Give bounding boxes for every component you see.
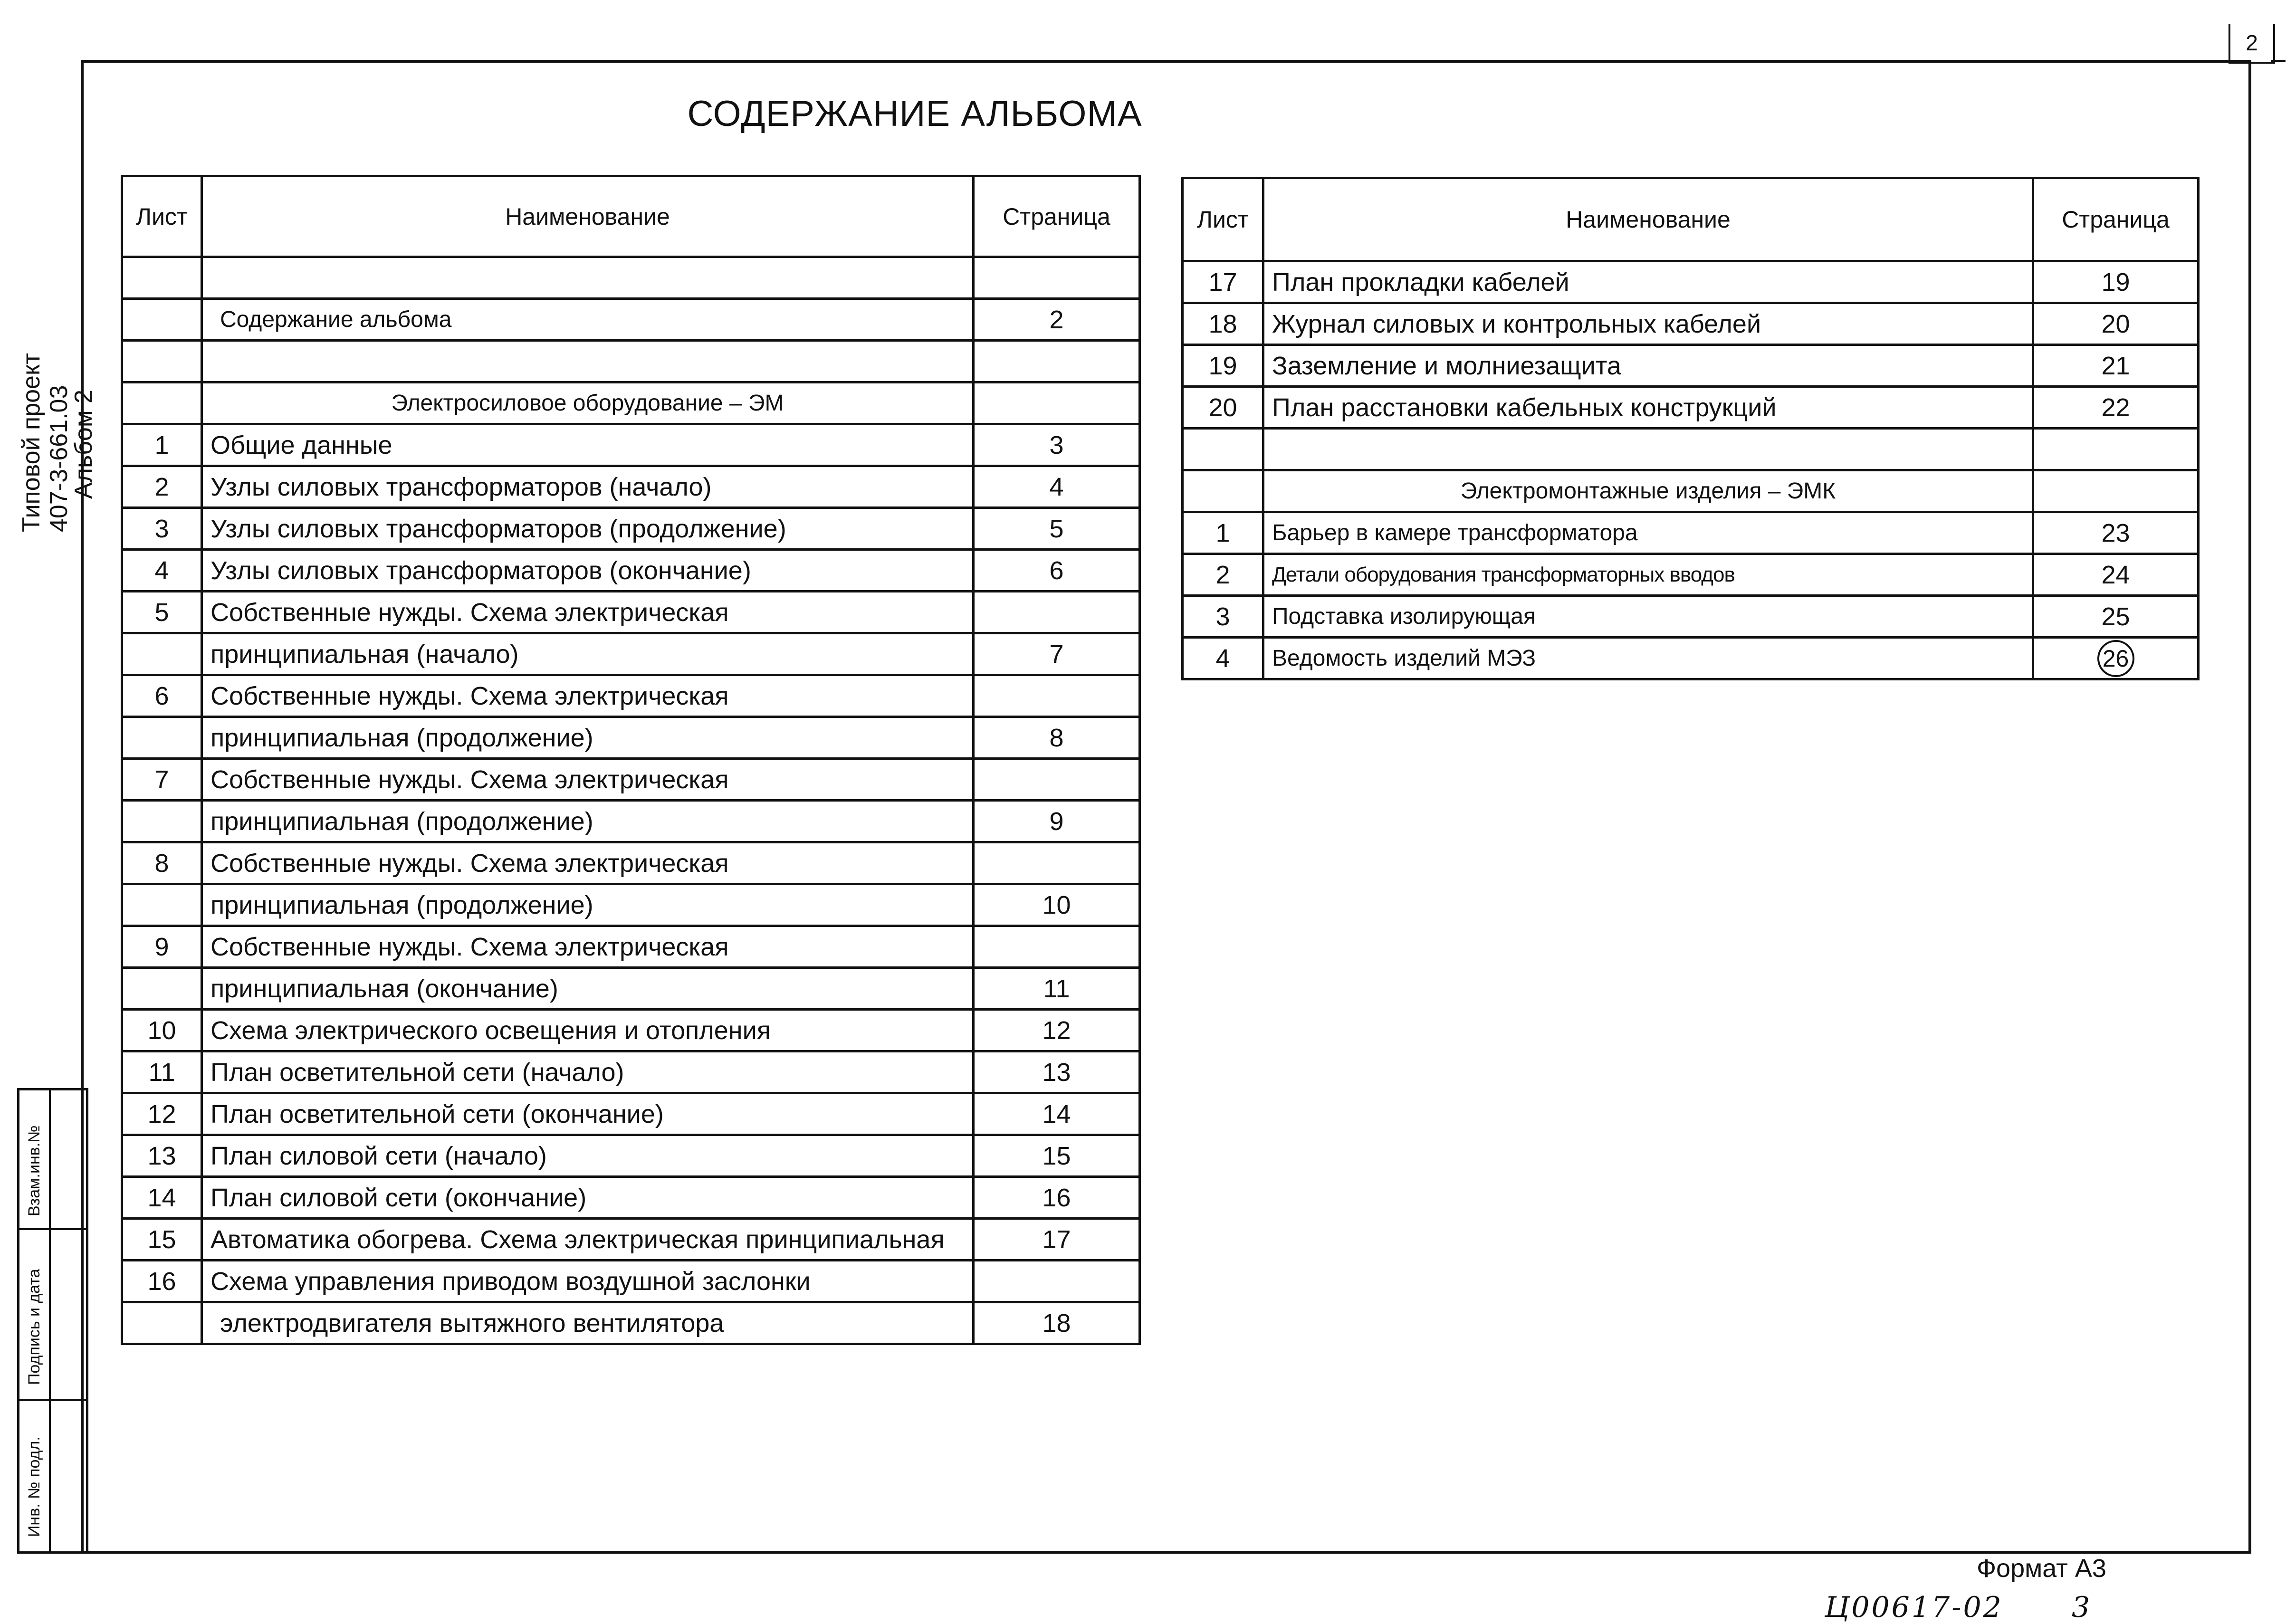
row-title: Узлы силовых трансформаторов (продолжение) [202,508,974,550]
handwritten-page: 3 [2072,1591,2090,1624]
row-title: План прокладки кабелей [1263,261,2033,303]
row-sheet-number [122,382,202,424]
row-title: Собственные нужды. Схема электрическая [202,675,974,717]
table-row [122,592,1140,633]
table-row [1183,554,2199,596]
row-sheet-number: 2 [122,466,202,508]
row-title: Собственные нужды. Схема электрическая [202,842,974,884]
row-title: Детали оборудования трансформаторных вводов [1263,554,2033,596]
row-title: принципиальная (продолжение) [202,801,974,842]
table-row [122,1302,1140,1344]
row-sheet-number: 3 [1183,596,1263,638]
sheet-number: 2 [2229,24,2275,64]
table-row [122,466,1140,508]
stamp-inv-label: Инв. № подл. [25,1436,43,1537]
row-sheet-number: 15 [122,1219,202,1261]
row-page: 2 [974,299,1140,341]
stamp-podpis-label: Подпись и дата [25,1269,43,1385]
row-page: 19 [2033,261,2199,303]
row-page [2033,638,2199,679]
row-sheet-number: 5 [122,592,202,633]
row-title: Собственные нужды. Схема электрическая [202,926,974,968]
table-row [1183,303,2199,345]
stamp-divider [19,1228,86,1230]
row-title [1263,429,2033,470]
row-title: Электросиловое оборудование – ЭМ [202,382,974,424]
stamp-vzam-label: Взам.инв.№ [25,1125,43,1216]
table-row [1183,596,2199,638]
row-page [974,382,1140,424]
circled-page-number: 26 [2097,640,2134,677]
page-title: СОДЕРЖАНИЕ АЛЬБОМА [687,94,1142,134]
header-name: Наименование [1263,178,2033,261]
row-title [202,257,974,299]
row-sheet-number: 19 [1183,345,1263,387]
row-page [2033,470,2199,512]
row-title: принципиальная (начало) [202,633,974,675]
row-sheet-number: 12 [122,1093,202,1135]
stamp-divider [19,1399,86,1401]
row-sheet-number [122,1302,202,1344]
table-row [122,424,1140,466]
row-sheet-number: 4 [122,550,202,592]
table-row [122,968,1140,1010]
row-sheet-number: 16 [122,1261,202,1302]
format-label: Формат А3 [1977,1554,2106,1583]
row-sheet-number: 1 [1183,512,1263,554]
row-title: Журнал силовых и контрольных кабелей [1263,303,2033,345]
table-row [122,926,1140,968]
table-row [122,508,1140,550]
row-page: 14 [974,1093,1140,1135]
row-title: электродвигателя вытяжного вентилятора [202,1302,974,1344]
table-header-row [122,176,1140,257]
table-row [122,1093,1140,1135]
row-page: 23 [2033,512,2199,554]
row-title: План силовой сети (окончание) [202,1177,974,1219]
row-sheet-number [122,633,202,675]
table-row [122,257,1140,299]
side-project-block [18,333,97,532]
row-page: 4 [974,466,1140,508]
row-sheet-number [122,801,202,842]
row-title: Ведомость изделий МЭЗ [1263,638,2033,679]
row-sheet-number [122,299,202,341]
row-page: 24 [2033,554,2199,596]
row-sheet-number: 11 [122,1051,202,1093]
header-page: Страница [974,176,1140,257]
row-sheet-number: 10 [122,1010,202,1051]
table-row [122,717,1140,759]
header-page: Страница [2033,178,2199,261]
table-row [122,842,1140,884]
table-row [122,633,1140,675]
row-title: принципиальная (окончание) [202,968,974,1010]
row-sheet-number: 3 [122,508,202,550]
table-row [122,382,1140,424]
row-sheet-number [122,717,202,759]
sheet-tick-line [2271,60,2286,62]
table-row [1183,638,2199,679]
row-sheet-number: 9 [122,926,202,968]
row-title: Барьер в камере трансформатора [1263,512,2033,554]
row-title: План силовой сети (начало) [202,1135,974,1177]
table-row [1183,429,2199,470]
toc-table-left [121,175,1141,1345]
table-row [122,341,1140,382]
row-page [974,1261,1140,1302]
table-row [1183,261,2199,303]
row-sheet-number [122,884,202,926]
row-title: Схема управления приводом воздушной заслонки [202,1261,974,1302]
row-title: Содержание альбома [202,299,974,341]
table-row [122,1219,1140,1261]
row-page: 15 [974,1135,1140,1177]
row-sheet-number: 1 [122,424,202,466]
row-sheet-number [122,257,202,299]
row-page: 20 [2033,303,2199,345]
row-page: 13 [974,1051,1140,1093]
table-row [122,1177,1140,1219]
row-title: Узлы силовых трансформаторов (начало) [202,466,974,508]
table-row [122,550,1140,592]
row-sheet-number [122,341,202,382]
row-sheet-number: 4 [1183,638,1263,679]
row-title: План осветительной сети (окончание) [202,1093,974,1135]
row-page: 9 [974,801,1140,842]
row-title: Собственные нужды. Схема электрическая [202,592,974,633]
table-row [122,884,1140,926]
row-title: Общие данные [202,424,974,466]
table-row [122,1051,1140,1093]
row-page: 3 [974,424,1140,466]
table-row [122,1135,1140,1177]
row-title: Узлы силовых трансформаторов (окончание) [202,550,974,592]
row-page: 6 [974,550,1140,592]
table-row [122,1261,1140,1302]
row-sheet-number [122,968,202,1010]
row-page: 22 [2033,387,2199,429]
toc-table-right [1181,177,2200,680]
row-page [974,842,1140,884]
row-page [974,257,1140,299]
row-page: 8 [974,717,1140,759]
table-row [1183,512,2199,554]
table-row [1183,470,2199,512]
row-page: 17 [974,1219,1140,1261]
row-sheet-number: 8 [122,842,202,884]
row-page [974,759,1140,801]
row-title: Заземление и молниезащита [1263,345,2033,387]
row-title: Собственные нужды. Схема электрическая [202,759,974,801]
row-page: 18 [974,1302,1140,1344]
row-sheet-number: 6 [122,675,202,717]
table-row [122,801,1140,842]
row-page [974,675,1140,717]
side-project-line1: Типовой проект [18,353,45,532]
row-page: 10 [974,884,1140,926]
row-sheet-number: 14 [122,1177,202,1219]
row-title: принципиальная (продолжение) [202,717,974,759]
table-row [122,759,1140,801]
row-page [2033,429,2199,470]
row-sheet-number: 20 [1183,387,1263,429]
row-title: принципиальная (продолжение) [202,884,974,926]
row-sheet-number [1183,470,1263,512]
row-sheet-number [1183,429,1263,470]
table-row [122,299,1140,341]
row-sheet-number: 18 [1183,303,1263,345]
header-list: Лист [1183,178,1263,261]
row-sheet-number: 2 [1183,554,1263,596]
handwritten-code: Ц00617-02 [1825,1591,2003,1624]
header-list: Лист [122,176,202,257]
side-project-line3: Альбом 2 [70,390,97,499]
row-page: 5 [974,508,1140,550]
table-header-row [1183,178,2199,261]
row-title: Схема электрического освещения и отопления [202,1010,974,1051]
row-title: Подставка изолирующая [1263,596,2033,638]
row-page: 21 [2033,345,2199,387]
row-sheet-number: 7 [122,759,202,801]
row-sheet-number: 13 [122,1135,202,1177]
row-page [974,592,1140,633]
row-sheet-number: 17 [1183,261,1263,303]
row-page: 7 [974,633,1140,675]
row-page: 11 [974,968,1140,1010]
row-page [974,926,1140,968]
row-title: План осветительной сети (начало) [202,1051,974,1093]
header-name: Наименование [202,176,974,257]
row-title [202,341,974,382]
table-row [122,675,1140,717]
row-title: Электромонтажные изделия – ЭМК [1263,470,2033,512]
stamp-block [17,1088,88,1554]
row-page: 25 [2033,596,2199,638]
row-page: 12 [974,1010,1140,1051]
side-project-line2: 407-3-661.03 [45,385,73,532]
row-title: Автоматика обогрева. Схема электрическая принципиальная [202,1219,974,1261]
table-row [1183,345,2199,387]
row-page: 16 [974,1177,1140,1219]
row-title: План расстановки кабельных конструкций [1263,387,2033,429]
table-row [122,1010,1140,1051]
table-row [1183,387,2199,429]
row-page [974,341,1140,382]
